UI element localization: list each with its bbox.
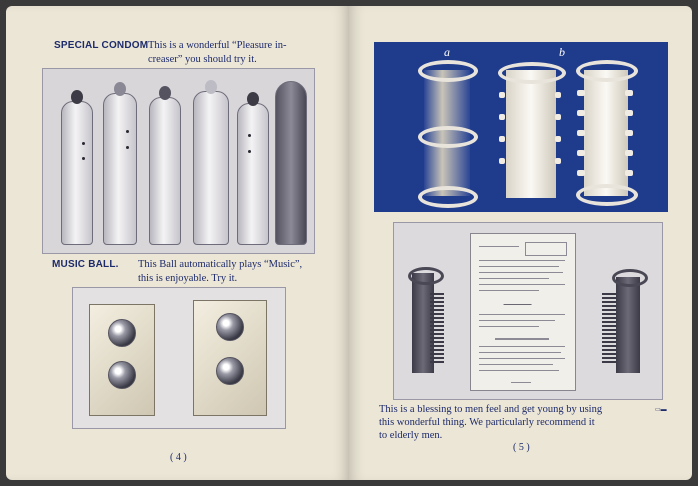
music-ball-heading: MUSIC BALL. (52, 259, 119, 270)
right-page (349, 6, 692, 480)
printer-mark: ▭▬ (655, 407, 667, 413)
music-ball-box-2 (193, 300, 267, 416)
caption-line-2: this wonderful thing. We particularly recommend it (379, 417, 595, 428)
music-ball-text-line-1: This Ball automatically plays “Music”, (138, 259, 303, 270)
figure-4 (193, 91, 229, 245)
music-ball-4 (216, 357, 244, 385)
left-page (6, 6, 349, 480)
page-number-right: ( 5 ) (513, 442, 530, 453)
condom-heading: SPECIAL CONDOM (54, 40, 149, 51)
label-a: a (444, 45, 450, 59)
music-ball-1 (108, 319, 136, 347)
figure-3 (149, 97, 181, 245)
music-ball-text-line-2: this is enjoyable. Try it. (138, 273, 238, 284)
figure-1 (61, 101, 93, 245)
music-ball-photo (72, 287, 286, 429)
figure-6 (275, 81, 307, 245)
condom-text-line-1: This is a wonderful “Pleasure in- (148, 40, 287, 51)
figure-5 (237, 103, 269, 245)
page-number-left: ( 4 ) (170, 452, 187, 463)
music-ball-2 (108, 361, 136, 389)
caption-line-1: This is a blessing to men feel and get young by using (379, 404, 603, 415)
booklet-spread (6, 6, 692, 480)
condom-figures-photo (42, 68, 315, 254)
music-ball-box-1 (89, 304, 155, 416)
condom-text-line-2: creaser” you should try it. (148, 54, 257, 65)
label-b: b (559, 45, 565, 59)
sleeves-photo (374, 42, 668, 212)
figure-2 (103, 93, 137, 245)
sleeves-card-photo (393, 222, 663, 400)
music-ball-3 (216, 313, 244, 341)
caption-line-3: to elderly men. (379, 430, 443, 441)
instruction-card (470, 233, 576, 391)
